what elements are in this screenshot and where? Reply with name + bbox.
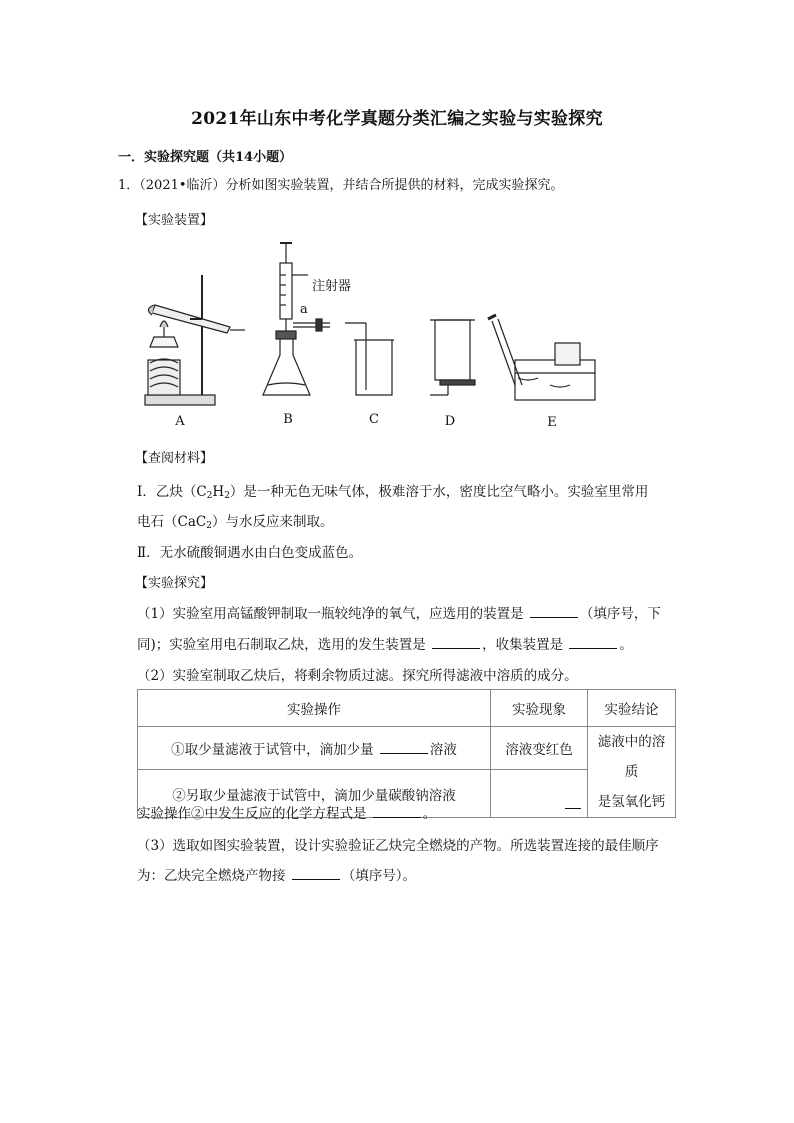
question-part-3-line2: 为：乙炔完全燃烧产物接 （填序号）。 [137, 868, 417, 884]
apparatus-e [488, 315, 595, 400]
label-a: A [175, 414, 185, 429]
document-title: 2021年山东中考化学真题分类汇编之实验与实验探究 [191, 109, 603, 129]
apparatus-c [345, 323, 394, 395]
row1-phenomenon: 溶液变红色 [491, 727, 588, 770]
section-heading: 一．实验探究题（共14小题） [118, 150, 293, 165]
answer-blank[interactable] [569, 636, 617, 649]
question-part-3: （3）选取如图实验装置，设计实验验证乙炔完全燃烧的产物。所选装置连接的最佳顺序 [137, 838, 659, 854]
label-b: B [283, 412, 293, 427]
materials-label: 【查阅材料】 [135, 451, 214, 466]
table-header-row [138, 690, 676, 727]
row2-operation: ②另取少量滤液于试管中，滴加少量碳酸钠溶液 [138, 770, 491, 818]
inquiry-label: 【实验探究】 [135, 576, 214, 591]
row2-phenomenon-blank[interactable] [491, 770, 588, 818]
apparatus-a [145, 275, 245, 405]
conclusion-cell: 滤液中的溶质 是氢氧化钙 [588, 727, 676, 818]
apparatus-d [430, 320, 475, 395]
material-1: Ⅰ．乙炔$(C_2H_2)$是一种无色无味气体，极难溶于水，密度比空气略小。实验室里常用 [137, 484, 649, 501]
header-operation: 实验操作 [138, 690, 491, 727]
table-row [138, 727, 676, 770]
question-part-1: （1）实验室用高锰酸钾制取一瓶较纯净的氧气，应选用的装置是 （填序号，下 [137, 606, 661, 622]
question-intro: 1．（2021•临沂）分析如图实验装置，并结合所提供的材料，完成实验探究。 [118, 178, 564, 193]
answer-blank[interactable] [380, 741, 428, 754]
experiment-table [137, 689, 676, 818]
label-syringe: 注射器 [312, 279, 352, 294]
label-e: E [547, 415, 557, 430]
apparatus-diagram [130, 235, 600, 435]
apparatus-label: 【实验装置】 [135, 213, 214, 228]
label-d: D [444, 414, 456, 429]
answer-blank[interactable] [292, 867, 340, 880]
material-1-line2: 电石（CaC$_2$）与水反应来制取。 [137, 514, 334, 531]
material-2: Ⅱ．无水硫酸铜遇水由白色变成蓝色。 [137, 545, 363, 561]
answer-blank[interactable] [530, 605, 578, 618]
label-valve: a [300, 302, 308, 317]
answer-blank[interactable] [432, 636, 480, 649]
row1-operation: ①取少量滤液于试管中，滴加少量 溶液 [138, 727, 491, 770]
question-part-1-line2: 同)；实验室用电石制取乙炔，选用的发生装置是 ，收集装置是 。 [137, 637, 633, 653]
question-part-2: （2）实验室制取乙炔后，将剩余物质过滤。探究所得滤液中溶质的成分。 [137, 668, 578, 684]
answer-blank[interactable] [373, 805, 421, 818]
header-phenomenon: 实验现象 [491, 690, 588, 727]
apparatus-b [263, 243, 330, 395]
label-c: C [369, 412, 379, 427]
question-part-2-equation: 实验操作②中发生反应的化学方程式是 。 [137, 806, 437, 822]
header-conclusion: 实验结论 [588, 690, 676, 727]
